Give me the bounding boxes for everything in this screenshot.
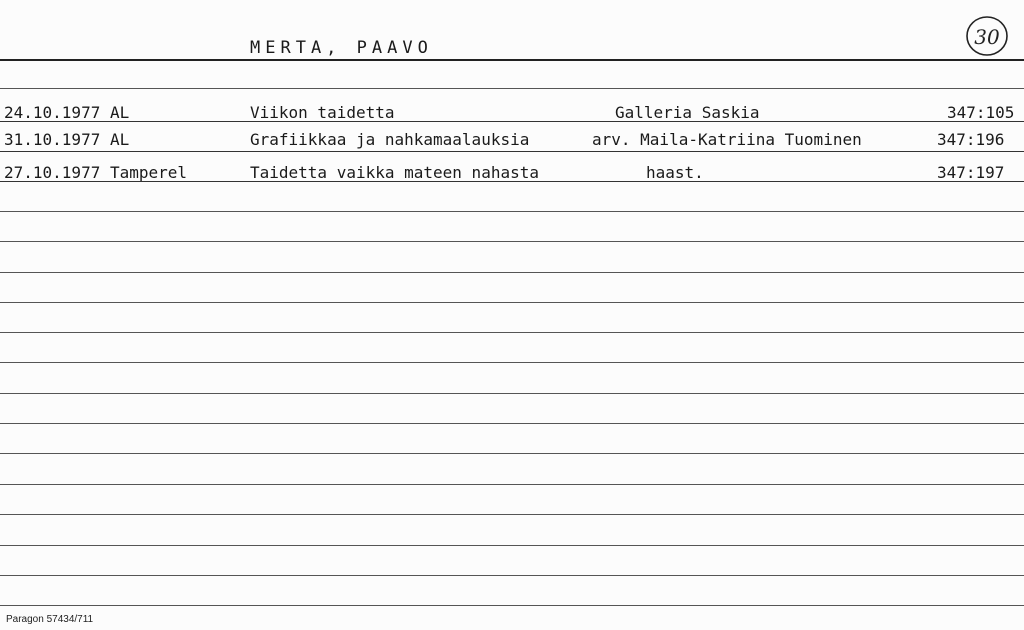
ruled-line: [0, 88, 1024, 89]
entry-note: haast.: [646, 163, 704, 182]
ruled-line: [0, 393, 1024, 394]
card-title: MERTA, PAAVO: [250, 38, 433, 58]
card-footer-print: Paragon 57434/711: [6, 614, 94, 625]
ruled-line: [0, 514, 1024, 515]
entry-exhibition: Taidetta vaikka mateen nahasta: [250, 163, 539, 182]
entry-date: 24.10.1977 AL: [4, 103, 130, 122]
entry-note: Galleria Saskia: [615, 103, 760, 122]
entry-exhibition: Viikon taidetta: [250, 103, 395, 122]
ruled-line: [0, 151, 1024, 152]
ruled-line: [0, 362, 1024, 363]
ruled-line: [0, 605, 1024, 606]
ruled-line: [0, 332, 1024, 333]
card-number: 30: [974, 25, 1000, 49]
ruled-line: [0, 484, 1024, 485]
ruled-line: [0, 545, 1024, 546]
ruled-line: [0, 211, 1024, 212]
entry-note: arv. Maila-Katriina Tuominen: [592, 130, 862, 149]
ruled-line: [0, 241, 1024, 242]
entry-ref: 347:196: [937, 130, 1005, 149]
ruled-line: [0, 453, 1024, 454]
card-number-stamp: [964, 14, 1010, 58]
entry-date: 31.10.1977 AL: [4, 130, 130, 149]
entry-date: 27.10.1977 Tamperel: [4, 163, 188, 182]
entry-exhibition: Grafiikkaa ja nahkamaalauksia: [250, 130, 530, 149]
header-rule: [0, 59, 1024, 61]
ruled-line: [0, 181, 1024, 182]
ruled-line: [0, 272, 1024, 273]
ruled-line: [0, 575, 1024, 576]
ruled-line: [0, 423, 1024, 424]
ruled-line: [0, 121, 1024, 122]
entry-ref: 347:105: [947, 103, 1015, 122]
entry-ref: 347:197: [937, 163, 1005, 182]
ruled-line: [0, 302, 1024, 303]
